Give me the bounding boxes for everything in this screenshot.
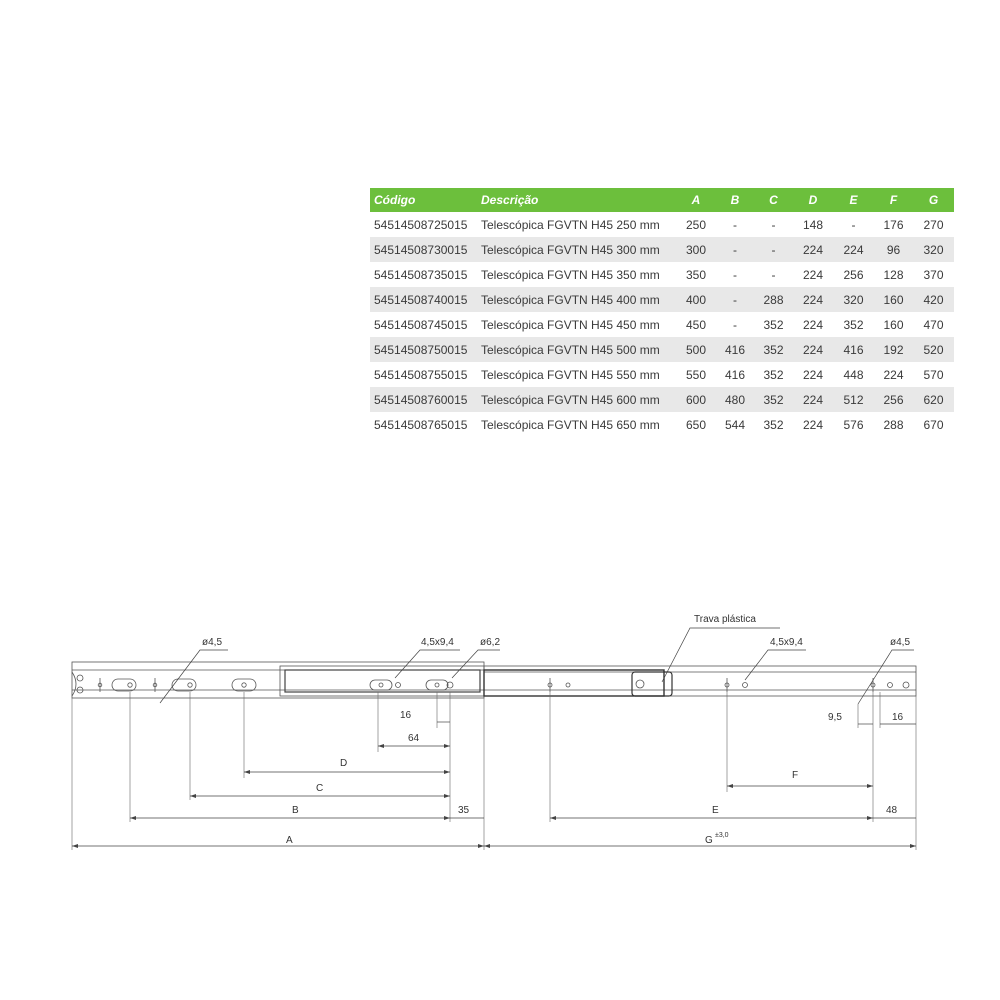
- slot-3: [232, 679, 256, 691]
- table-row: [370, 387, 954, 412]
- dimension-cell: -: [754, 212, 793, 237]
- dimension-cell: 570: [913, 362, 954, 387]
- label-dim-g-tol: ±3,0: [715, 832, 729, 839]
- code-cell: 54514508725015: [370, 212, 477, 237]
- label-dim-b: B: [292, 805, 299, 816]
- dimension-cell: 352: [833, 312, 874, 337]
- dimension-cell: 128: [874, 262, 913, 287]
- description-cell: Telescópica FGVTN H45 550 mm: [477, 362, 676, 387]
- dimension-cell: -: [716, 262, 754, 287]
- label-dim-a: A: [286, 835, 293, 846]
- dimension-cell: 544: [716, 412, 754, 437]
- slide-technical-drawing: [0, 600, 1000, 860]
- header-cell: A: [676, 188, 716, 212]
- label-dim-16-left: 16: [400, 710, 412, 721]
- dimension-cell: 480: [716, 387, 754, 412]
- description-cell: Telescópica FGVTN H45 400 mm: [477, 287, 676, 312]
- dimension-cell: 520: [913, 337, 954, 362]
- dimension-cell: 160: [874, 312, 913, 337]
- table-header-row: [370, 188, 954, 212]
- dimension-cell: -: [716, 312, 754, 337]
- table-row: [370, 312, 954, 337]
- table-row: [370, 287, 954, 312]
- label-hole-mid: ø6,2: [480, 637, 501, 648]
- label-hole-left: ø4,5: [202, 637, 223, 648]
- dimension-cell: 288: [874, 412, 913, 437]
- header-cell: E: [833, 188, 874, 212]
- description-cell: Telescópica FGVTN H45 250 mm: [477, 212, 676, 237]
- label-dim-16-right: 16: [892, 712, 904, 723]
- dimension-cell: 224: [874, 362, 913, 387]
- table-row: [370, 337, 954, 362]
- dimension-cell: 176: [874, 212, 913, 237]
- dimension-cell: -: [833, 212, 874, 237]
- dimension-cell: 270: [913, 212, 954, 237]
- label-dim-35: 35: [458, 805, 470, 816]
- plastic-lock: [632, 672, 672, 696]
- table-row: [370, 362, 954, 387]
- dimension-cell: -: [754, 237, 793, 262]
- table-body: [370, 212, 954, 437]
- code-cell: 54514508735015: [370, 262, 477, 287]
- header-cell: D: [793, 188, 833, 212]
- description-cell: Telescópica FGVTN H45 600 mm: [477, 387, 676, 412]
- label-slot-right: 4,5x9,4: [770, 637, 803, 648]
- code-cell: 54514508750015: [370, 337, 477, 362]
- description-cell: Telescópica FGVTN H45 500 mm: [477, 337, 676, 362]
- table-row: [370, 412, 954, 437]
- dimension-cell: 400: [676, 287, 716, 312]
- header-cell: C: [754, 188, 793, 212]
- description-cell: Telescópica FGVTN H45 300 mm: [477, 237, 676, 262]
- dimension-cell: 224: [793, 337, 833, 362]
- dimension-cell: 224: [793, 362, 833, 387]
- dimension-cell: 288: [754, 287, 793, 312]
- dimension-cell: 416: [833, 337, 874, 362]
- table-row: [370, 262, 954, 287]
- code-cell: 54514508745015: [370, 312, 477, 337]
- dimension-cell: 600: [676, 387, 716, 412]
- dimension-cell: 224: [793, 262, 833, 287]
- dimension-cell: 320: [913, 237, 954, 262]
- code-cell: 54514508765015: [370, 412, 477, 437]
- header-cell: B: [716, 188, 754, 212]
- dimension-cell: 416: [716, 337, 754, 362]
- dimension-cell: 224: [793, 412, 833, 437]
- dimension-cell: 352: [754, 387, 793, 412]
- dimension-cell: 416: [716, 362, 754, 387]
- dimension-cell: 352: [754, 362, 793, 387]
- label-slot-left: 4,5x9,4: [421, 637, 454, 648]
- dimension-cell: 96: [874, 237, 913, 262]
- dimension-cell: 450: [676, 312, 716, 337]
- description-cell: Telescópica FGVTN H45 650 mm: [477, 412, 676, 437]
- label-trava-plastica: Trava plástica: [694, 614, 756, 625]
- label-dim-9-5: 9,5: [828, 712, 842, 723]
- label-dim-c: C: [316, 783, 324, 794]
- dimension-cell: 550: [676, 362, 716, 387]
- dimension-cell: 352: [754, 412, 793, 437]
- dimension-cell: 224: [793, 287, 833, 312]
- dimension-cell: 352: [754, 337, 793, 362]
- code-cell: 54514508730015: [370, 237, 477, 262]
- code-cell: 54514508760015: [370, 387, 477, 412]
- dimension-cell: -: [716, 287, 754, 312]
- dimension-cell: 370: [913, 262, 954, 287]
- label-dim-g: G: [705, 835, 713, 846]
- dimension-cell: 500: [676, 337, 716, 362]
- label-dim-48: 48: [886, 805, 898, 816]
- header-cell: Descrição: [477, 188, 676, 212]
- header-cell: G: [913, 188, 954, 212]
- code-cell: 54514508755015: [370, 362, 477, 387]
- dimension-cell: -: [716, 237, 754, 262]
- dimension-cell: 300: [676, 237, 716, 262]
- dimension-cell: 576: [833, 412, 874, 437]
- dimension-cell: 224: [833, 237, 874, 262]
- dimension-cell: 160: [874, 287, 913, 312]
- label-dim-f: F: [792, 770, 799, 781]
- header-cell: Código: [370, 188, 477, 212]
- dimension-cell: 620: [913, 387, 954, 412]
- label-hole-right: ø4,5: [890, 637, 911, 648]
- label-dim-e: E: [712, 805, 719, 816]
- dimension-cell: 352: [754, 312, 793, 337]
- description-cell: Telescópica FGVTN H45 350 mm: [477, 262, 676, 287]
- description-cell: Telescópica FGVTN H45 450 mm: [477, 312, 676, 337]
- dimension-cell: 224: [793, 387, 833, 412]
- dimension-cell: 256: [833, 262, 874, 287]
- dimension-cell: 192: [874, 337, 913, 362]
- dimension-cell: 256: [874, 387, 913, 412]
- label-dim-64: 64: [408, 733, 420, 744]
- dimension-cell: 148: [793, 212, 833, 237]
- table-row: [370, 237, 954, 262]
- dimension-cell: -: [754, 262, 793, 287]
- table-row: [370, 212, 954, 237]
- spec-table: [370, 188, 954, 437]
- dimension-cell: 320: [833, 287, 874, 312]
- header-cell: F: [874, 188, 913, 212]
- dimension-cell: 512: [833, 387, 874, 412]
- dimension-cell: 224: [793, 312, 833, 337]
- dimension-cell: 250: [676, 212, 716, 237]
- label-dim-d: D: [340, 758, 348, 769]
- dimension-cell: 670: [913, 412, 954, 437]
- dimension-cell: -: [716, 212, 754, 237]
- dimension-cell: 224: [793, 237, 833, 262]
- dimension-cell: 448: [833, 362, 874, 387]
- dimension-cell: 470: [913, 312, 954, 337]
- dimension-cell: 350: [676, 262, 716, 287]
- dimension-cell: 420: [913, 287, 954, 312]
- code-cell: 54514508740015: [370, 287, 477, 312]
- dimension-cell: 650: [676, 412, 716, 437]
